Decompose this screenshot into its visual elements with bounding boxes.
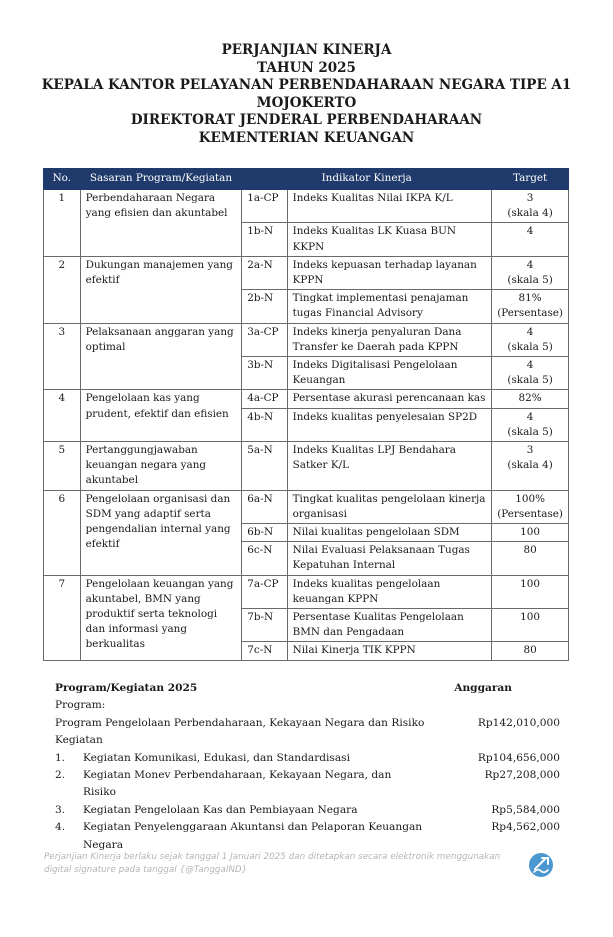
indicator-code: 5a-N: [242, 442, 287, 491]
indicator-text: Indeks kualitas penyelesaian SP2D: [287, 408, 492, 441]
indicator-code: 1b-N: [242, 223, 287, 256]
indicator-text: Indeks Kualitas LK Kuasa BUN KKPN: [287, 223, 492, 256]
kegiatan-number: 1.: [55, 751, 66, 764]
target-unit: (skala 4): [507, 459, 553, 472]
target-value: 100: [520, 526, 541, 539]
target-unit: (Persentase): [497, 507, 563, 520]
target-value: 3: [526, 192, 534, 204]
indicator-code: 2b-N: [242, 290, 287, 323]
kegiatan-number: 2.: [55, 769, 66, 782]
sasaran-cell: Perbendaharaan Negara yang efisien dan akuntabel: [80, 190, 242, 257]
program-label-row: [55, 697, 560, 714]
target-cell: [492, 256, 569, 289]
kegiatan-label: Kegiatan: [55, 734, 103, 747]
indicator-text: Nilai kualitas pengelolaan SDM: [287, 524, 492, 542]
target-value: 80: [523, 544, 537, 557]
target-value: 4: [526, 258, 534, 271]
target-unit: (skala 4): [507, 207, 553, 220]
program-row: [55, 715, 560, 732]
kegiatan-name: Kegiatan Monev Perbendaharaan, Kekayaan Negara, dan Risiko: [83, 769, 392, 799]
row-number: 4: [44, 390, 81, 442]
kegiatan-name: Kegiatan Pengelolaan Kas dan Pembiayaan Negara: [83, 803, 358, 816]
target-unit: (skala 5): [507, 425, 553, 438]
indicator-code: 1a-CP: [242, 190, 287, 223]
target-cell: [492, 390, 569, 408]
title-line-2: TAHUN 2025: [257, 59, 356, 76]
budget-heading: Anggaran: [454, 682, 512, 694]
sasaran-cell: Pelaksanaan anggaran yang optimal: [80, 323, 242, 390]
target-unit: (skala 5): [507, 374, 553, 387]
row-number: 2: [44, 256, 81, 323]
target-value: 4: [526, 225, 534, 238]
target-cell: [492, 609, 569, 642]
target-value: 100%: [515, 492, 545, 505]
indicator-text: Indeks kualitas pengelolaan keuangan KPPN: [287, 575, 492, 608]
indicator-text: Indeks Digitalisasi Pengelolaan Keuangan: [287, 357, 492, 390]
title-line-3: KEPALA KANTOR PELAYANAN PERBENDAHARAAN NEGARA TIPE A1: [41, 77, 572, 93]
target-value: 80: [523, 644, 537, 657]
title-line-6: KEMENTERIAN KEUANGAN: [198, 129, 415, 146]
sasaran-cell: Pengelolaan keuangan yang akuntabel, BMN yang produktif serta teknologi dan informasi yang berkualitas: [80, 575, 242, 660]
digital-signature-icon: [528, 852, 554, 878]
footnote: Perjanjian Kinerja berlaku sejak tanggal 1 Januari 2025 dan ditetapkan secara elektronik menggunakan digital signature pada tanggal {@TanggalND}: [44, 852, 501, 875]
kegiatan-item: [55, 802, 560, 819]
indicator-code: 3b-N: [242, 357, 287, 390]
program-name: Program Pengelolaan Perbendaharaan, Kekayaan Negara dan Risiko: [55, 716, 425, 729]
target-unit: (skala 5): [507, 274, 553, 287]
kegiatan-amount: Rp4,562,000: [491, 821, 560, 834]
indicator-text: Indeks Kualitas LPJ Bendahara Satker K/L: [287, 442, 492, 491]
indicator-code: 2a-N: [242, 256, 287, 289]
row-number: 5: [44, 442, 81, 491]
target-value: 82%: [518, 392, 542, 405]
header-sasaran: Sasaran Program/Kegiatan: [80, 169, 242, 190]
row-number: 6: [44, 490, 81, 575]
kegiatan-amount: Rp5,584,000: [491, 803, 560, 816]
table-row: [44, 390, 569, 408]
target-cell: [492, 642, 569, 660]
target-value: 4: [526, 410, 534, 423]
target-value: 4: [526, 359, 534, 372]
indicator-code: 6a-N: [242, 490, 287, 523]
sasaran-cell: Pertanggungjawaban keuangan negara yang akuntabel: [80, 442, 242, 491]
program-heading: Program/Kegiatan 2025: [55, 682, 198, 694]
table-header-row: [44, 169, 569, 190]
indicator-text: Persentase Kualitas Pengelolaan BMN dan Pengadaan: [287, 609, 492, 642]
indicator-code: 7b-N: [242, 609, 287, 642]
target-value: 100: [520, 577, 541, 590]
indicator-code: 6b-N: [242, 524, 287, 542]
target-value: 4: [526, 325, 534, 338]
kegiatan-name: Kegiatan Penyelenggaraan Akuntansi dan Pelaporan Keuangan Negara: [83, 821, 423, 851]
kegiatan-number: 4.: [55, 821, 66, 834]
target-cell: [492, 490, 569, 523]
table-row: [44, 575, 569, 608]
target-cell: [492, 524, 569, 542]
target-cell: [492, 357, 569, 390]
indicator-code: 7a-CP: [242, 575, 287, 608]
kegiatan-list: [55, 750, 560, 854]
indicator-text: Indeks kinerja penyaluran Dana Transfer ke Daerah pada KPPN: [287, 323, 492, 356]
table-row: [44, 323, 569, 356]
indicator-code: 6c-N: [242, 542, 287, 575]
kegiatan-item: [55, 750, 560, 767]
table-row: [44, 490, 569, 523]
kegiatan-item: [55, 819, 560, 854]
title-line-4: MOJOKERTO: [256, 94, 357, 111]
kegiatan-amount: Rp104,656,000: [477, 751, 560, 764]
target-unit: (Persentase): [497, 307, 563, 320]
indicator-code: 4b-N: [242, 408, 287, 441]
title-line-5: DIREKTORAT JENDERAL PERBENDAHARAAN: [130, 112, 483, 128]
target-cell: [492, 290, 569, 323]
target-cell: [492, 190, 569, 223]
program-section: [55, 680, 560, 854]
sasaran-cell: Pengelolaan organisasi dan SDM yang adaptif serta pengendalian internal yang efektif: [80, 490, 242, 575]
target-cell: [492, 542, 569, 575]
kegiatan-name: Kegiatan Komunikasi, Edukasi, dan Standardisasi: [83, 751, 351, 764]
program-header-row: [55, 680, 560, 697]
target-unit: (skala 5): [507, 340, 553, 353]
target-cell: [492, 408, 569, 441]
table-body: [44, 190, 569, 661]
indicator-text: Tingkat kualitas pengelolaan kinerja organisasi: [287, 490, 492, 523]
header-target: Target: [492, 169, 569, 190]
indicator-text: Indeks kepuasan terhadap layanan KPPN: [287, 256, 492, 289]
target-cell: [492, 442, 569, 491]
target-value: 81%: [518, 292, 542, 305]
target-value: 3: [526, 444, 534, 457]
program-amount: Rp142,010,000: [477, 716, 560, 729]
header-indikator: Indikator Kinerja: [242, 169, 492, 190]
indicator-text: Nilai Kinerja TIK KPPN: [287, 642, 492, 660]
row-number: 1: [44, 190, 81, 257]
indicator-code: 3a-CP: [242, 323, 287, 356]
kegiatan-label-row: [55, 732, 560, 749]
indicator-text: Nilai Evaluasi Pelaksanaan Tugas Kepatuhan Internal: [287, 542, 492, 575]
program-label: Program:: [55, 699, 106, 712]
table-row: [44, 442, 569, 491]
row-number: 7: [44, 575, 81, 660]
target-cell: [492, 575, 569, 608]
row-number: 3: [44, 323, 81, 390]
header-no: No.: [44, 169, 81, 190]
target-value: 100: [520, 611, 541, 624]
kegiatan-item: [55, 767, 560, 802]
indicator-text: Persentase akurasi perencanaan kas: [287, 390, 492, 408]
indicator-text: Tingkat implementasi penajaman tugas Financial Advisory: [287, 290, 492, 323]
kegiatan-number: 3.: [55, 803, 66, 816]
sasaran-cell: Pengelolaan kas yang prudent, efektif dan efisien: [80, 390, 242, 442]
indicator-text: Indeks Kualitas Nilai IKPA K/L: [287, 190, 492, 223]
kegiatan-amount: Rp27,208,000: [484, 769, 560, 782]
indicator-code: 4a-CP: [242, 390, 287, 408]
document-title: [0, 42, 613, 147]
indicator-code: 7c-N: [242, 642, 287, 660]
title-line-1: PERJANJIAN KINERJA: [221, 42, 392, 58]
target-cell: [492, 323, 569, 356]
performance-table: [43, 168, 569, 661]
sasaran-cell: Dukungan manajemen yang efektif: [80, 256, 242, 323]
target-cell: [492, 223, 569, 256]
table-row: [44, 190, 569, 223]
table-row: [44, 256, 569, 289]
